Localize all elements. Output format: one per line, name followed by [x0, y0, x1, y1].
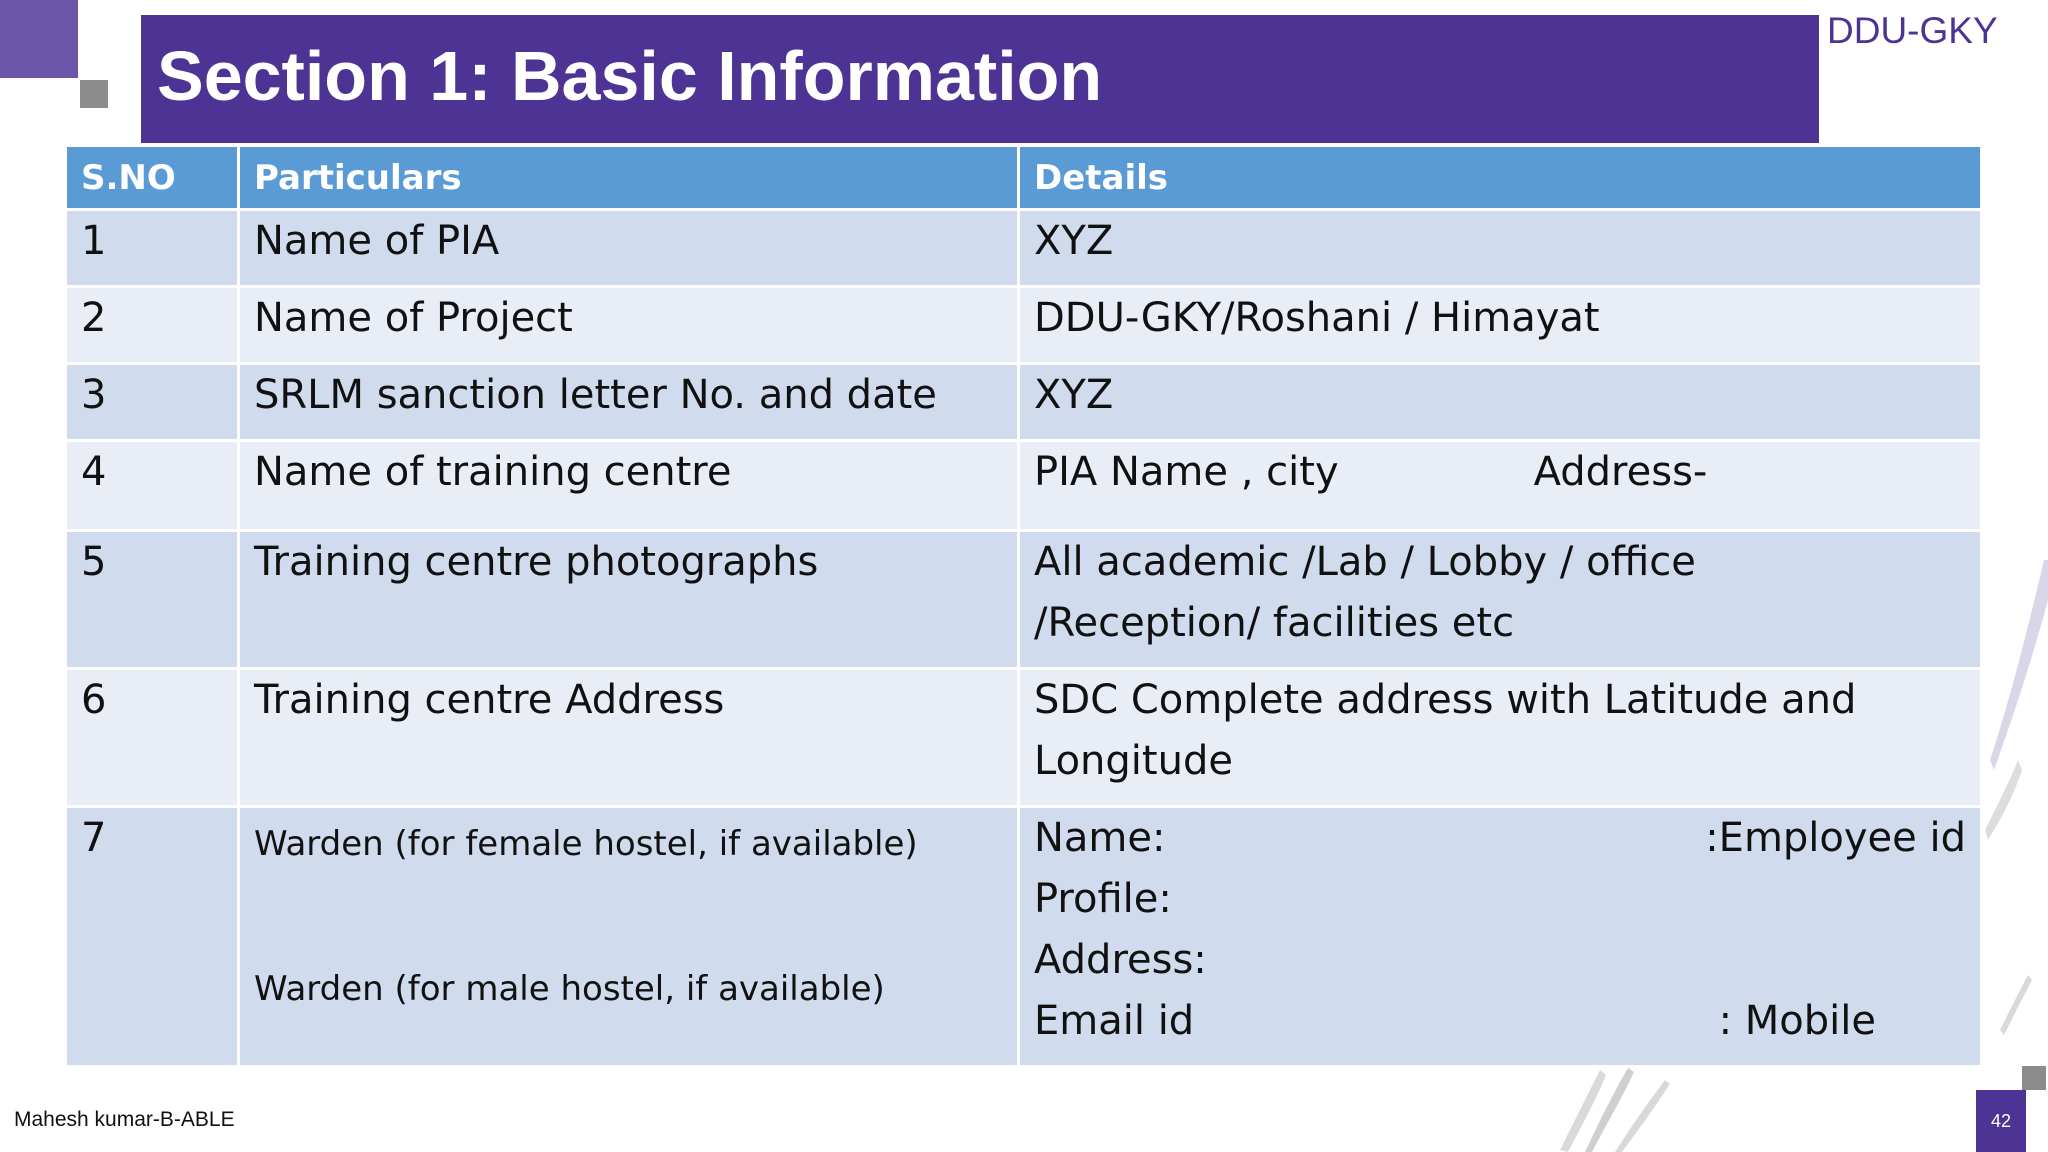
row-sno: 5: [66, 531, 239, 669]
title-banner: [141, 15, 1819, 143]
details-line: /Reception/ facilities etc: [1034, 600, 1515, 646]
basic-information-table: [64, 144, 1983, 1068]
table-row: [66, 210, 1982, 287]
row-details: XYZ: [1019, 364, 1982, 441]
details-line: SDC Complete address with Latitude and: [1034, 677, 1857, 723]
slide-title: Section 1: Basic Information: [157, 37, 1103, 115]
table-row: [66, 807, 1982, 1067]
row-sno: 1: [66, 210, 239, 287]
footer-author: Mahesh kumar-B-ABLE: [14, 1108, 235, 1131]
row-details: [1019, 531, 1982, 669]
warden-female-label: Warden (for female hostel, if available): [254, 824, 918, 864]
details-line: All academic /Lab / Lobby / office: [1034, 539, 1696, 585]
row-particular: Training centre Address: [239, 669, 1019, 807]
row-details: [1019, 669, 1982, 807]
row-particular: [239, 807, 1019, 1067]
header-details: Details: [1019, 146, 1982, 210]
details-address-label: Address:: [1034, 937, 1207, 983]
row-sno: 3: [66, 364, 239, 441]
details-employee-id-label: :Employee id: [1705, 815, 1966, 861]
row-particular: Name of Project: [239, 287, 1019, 364]
brand-label: DDU-GKY: [1827, 10, 1998, 51]
row-particular: Training centre photographs: [239, 531, 1019, 669]
details-pia-name-city: PIA Name , city: [1034, 449, 1339, 495]
row-details: [1019, 807, 1982, 1067]
row-sno: 7: [66, 807, 239, 1067]
row-sno: 2: [66, 287, 239, 364]
table-row: [66, 287, 1982, 364]
page-number: 42: [1976, 1090, 2026, 1152]
details-mobile-label: : Mobile: [1718, 998, 1876, 1044]
row-details: [1019, 441, 1982, 531]
corner-decoration-small-square: [2022, 1066, 2046, 1090]
header-sno: S.NO: [66, 146, 239, 210]
table-row: [66, 669, 1982, 807]
table-header-row: [66, 146, 1982, 210]
details-address-label: Address-: [1533, 449, 1708, 495]
row-sno: 4: [66, 441, 239, 531]
table-row: [66, 441, 1982, 531]
table-row: [66, 531, 1982, 669]
details-profile-label: Profile:: [1034, 876, 1172, 922]
row-sno: 6: [66, 669, 239, 807]
details-name-label: Name:: [1034, 815, 1166, 861]
row-details: DDU-GKY/Roshani / Himayat: [1019, 287, 1982, 364]
details-line: Longitude: [1034, 738, 1233, 784]
row-particular: Name of training centre: [239, 441, 1019, 531]
row-particular: SRLM sanction letter No. and date: [239, 364, 1019, 441]
header-particulars: Particulars: [239, 146, 1019, 210]
table-row: [66, 364, 1982, 441]
row-details: XYZ: [1019, 210, 1982, 287]
warden-male-label: Warden (for male hostel, if available): [254, 968, 885, 1009]
row-particular: Name of PIA: [239, 210, 1019, 287]
details-email-label: Email id: [1034, 998, 1195, 1044]
